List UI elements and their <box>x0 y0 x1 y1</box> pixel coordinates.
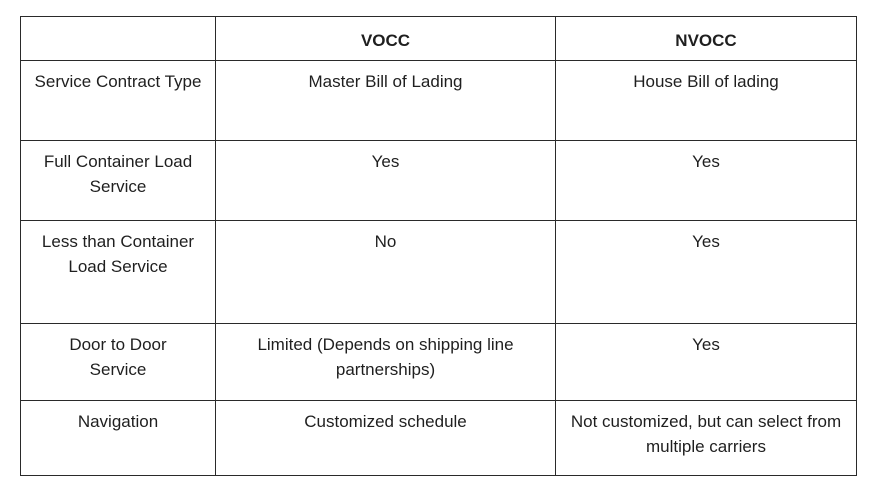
comparison-table <box>20 16 857 476</box>
header-cell-vocc: VOCC <box>216 17 556 61</box>
nvocc-cell: Yes <box>556 324 857 401</box>
row-label: Full Container Load Service <box>21 141 216 221</box>
row-label: Less than Container Load Service <box>21 221 216 324</box>
header-cell-empty <box>21 17 216 61</box>
comparison-table-container <box>20 16 857 476</box>
vocc-cell: Yes <box>216 141 556 221</box>
row-label: Door to Door Service <box>21 324 216 401</box>
table-header-row <box>21 17 857 61</box>
vocc-cell: Master Bill of Lading <box>216 61 556 141</box>
table-row <box>21 141 857 221</box>
table-row <box>21 324 857 401</box>
table-row <box>21 221 857 324</box>
row-label: Service Contract Type <box>21 61 216 141</box>
table-row <box>21 61 857 141</box>
header-cell-nvocc: NVOCC <box>556 17 857 61</box>
vocc-cell: Limited (Depends on shipping line partnerships) <box>216 324 556 401</box>
nvocc-cell: Yes <box>556 141 857 221</box>
vocc-cell: No <box>216 221 556 324</box>
row-label: Navigation <box>21 401 216 476</box>
table-row <box>21 401 857 476</box>
nvocc-cell: House Bill of lading <box>556 61 857 141</box>
vocc-cell: Customized schedule <box>216 401 556 476</box>
nvocc-cell: Not customized, but can select from multiple carriers <box>556 401 857 476</box>
nvocc-cell: Yes <box>556 221 857 324</box>
